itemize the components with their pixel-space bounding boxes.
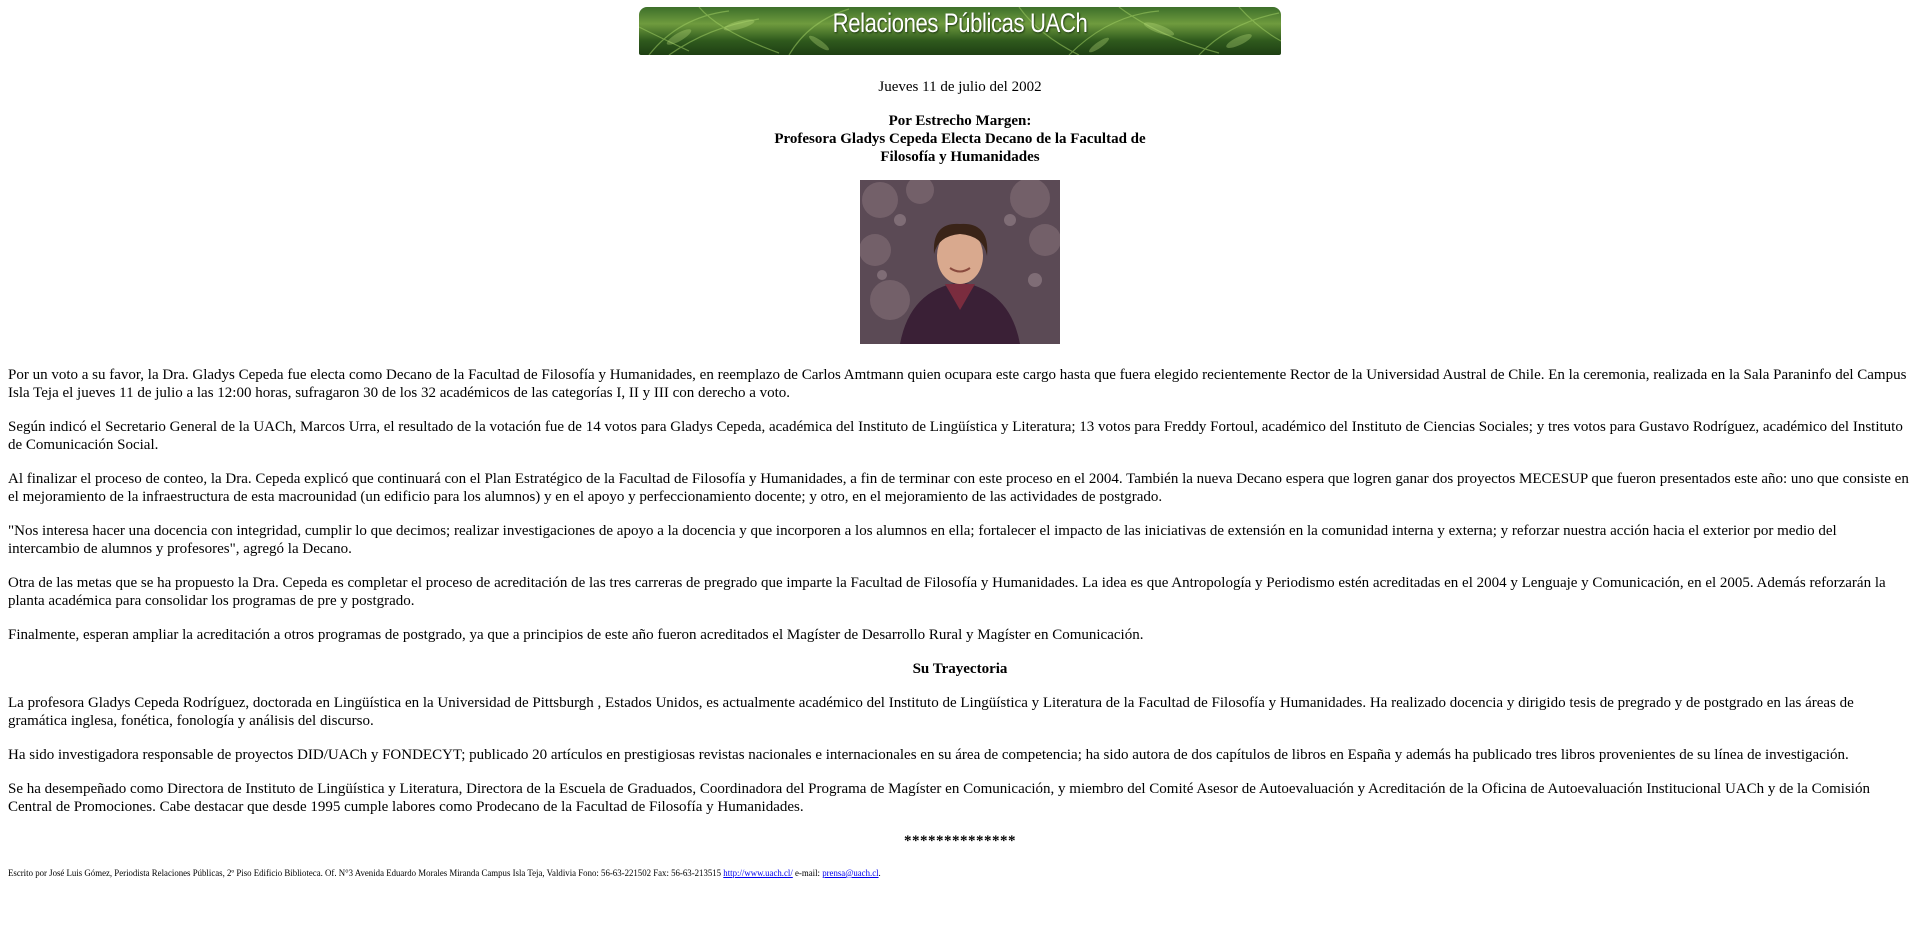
separator: **************	[904, 833, 1016, 849]
footer-credits	[8, 868, 1874, 879]
headline-title-line-1: Profesora Gladys Cepeda Electa Decano de la Facultad de	[774, 131, 1146, 147]
bio-paragraph: Se ha desempeñado como Directora de Instituto de Lingüística y Literatura, Directora de la Escuela de Graduados, Coordinadora del Programa de Magíster en Comunicación, y miembro del Comité Asesor de Autoevaluación y Acreditación de la Oficina de Autoevaluación Institucional UACh y de la Comisión Central de Promociones. Cabe destacar que desde 1995 cumple labores como Prodecano de la Facultad de Filosofía y Humanidades.	[8, 781, 1870, 815]
footer-text: Escrito por José Luis Gómez, Periodista Relaciones Públicas, 2º Piso Edificio Biblioteca. Of. N°3 Avenida Eduardo Morales Miranda Campus Isla Teja, Valdivia Fono: 56-63-221502 Fax: 56-63-213515	[8, 868, 722, 878]
email-label: e-mail:	[792, 868, 820, 878]
article-paragraph: Según indicó el Secretario General de la UACh, Marcos Urra, el resultado de la votación fue de 14 votos para Gladys Cepeda, académica del Instituto de Lingüística y Literatura; 13 votos para Freddy Fortoul, académico del Instituto de Ciencias Sociales; y tres votos para Gustavo Rodríguez, académico del Instituto de Comunicación Social.	[8, 419, 1903, 453]
headline-kicker: Por Estrecho Margen:	[888, 113, 1032, 129]
article-body	[8, 366, 1912, 879]
banner-container	[8, 7, 1912, 60]
photo-container	[8, 180, 1912, 349]
website-link[interactable]: http://www.uach.cl/	[723, 868, 793, 878]
banner-title: Relaciones Públicas UACh	[832, 8, 1088, 38]
bio-paragraph: Ha sido investigadora responsable de proyectos DID/UACh y FONDECYT; publicado 20 artículos en prestigiosas revistas nacionales e internacionales en su área de competencia; ha sido autora de dos capítulos de libros en España y además ha publicado tres libros provenientes de su línea de investigación.	[8, 747, 1849, 763]
email-link[interactable]: prensa@uach.cl	[822, 868, 879, 878]
article-paragraph: Otra de las metas que se ha propuesto la Dra. Cepeda es completar el proceso de acreditación de las tres carreras de pregrado que imparte la Facultad de Filosofía y Humanidades. La idea es que Antropología y Periodismo estén acreditadas en el 2004 y Lenguaje y Comunicación, en el 2005. Además reforzarán la planta académica para consolidar los programas de pre y postgrado.	[8, 575, 1886, 609]
headline	[8, 112, 1912, 166]
footer-end: .	[878, 868, 881, 878]
article-date: Jueves 11 de julio del 2002	[878, 79, 1042, 95]
article-paragraph: Por un voto a su favor, la Dra. Gladys Cepeda fue electa como Decano de la Facultad de Filosofía y Humanidades, en reemplazo de Carlos Amtmann quien ocupara este cargo hasta que fuera elegido recientemente Rector de la Universidad Austral de Chile. En la ceremonia, realizada en la Sala Paraninfo del Campus Isla Teja el jueves 11 de julio a las 12:00 horas, sufragaron 30 de los 32 académicos de las categorías I, II y III con derecho a voto.	[8, 367, 1907, 401]
article-paragraph: Finalmente, esperan ampliar la acreditación a otros programas de postgrado, ya que a principios de este año fueron acreditados el Magíster de Desarrollo Rural y Magíster en Comunicación.	[8, 627, 1144, 643]
section-heading: Su Trayectoria	[912, 661, 1008, 677]
banner	[639, 7, 1281, 55]
headline-title-line-2: Filosofía y Humanidades	[880, 149, 1040, 165]
portrait-photo	[860, 180, 1060, 344]
article-paragraph: Al finalizar el proceso de conteo, la Dra. Cepeda explicó que continuará con el Plan Estratégico de la Facultad de Filosofía y Humanidades, a fin de terminar con este proceso en el 2004. También la nueva Decano espera que logren ganar dos proyectos MECESUP que fueron presentados este año: uno que consiste en el mejoramiento de la infraestructura de esta macrounidad (un edificio para los alumnos) y en el apoyo y perfeccionamiento docente; y otro, en el mejoramiento de las actividades de postgrado.	[8, 471, 1909, 505]
bio-paragraph: La profesora Gladys Cepeda Rodríguez, doctorada en Lingüística en la Universidad de Pittsburgh , Estados Unidos, es actualmente académico del Instituto de Lingüística y Literatura de la Facultad de Filosofía y Humanidades. Ha realizado docencia y dirigido tesis de pregrado y de postgrado en las áreas de gramática inglesa, fonética, fonología y análisis del discurso.	[8, 695, 1854, 729]
article-paragraph: "Nos interesa hacer una docencia con integridad, cumplir lo que decimos; realizar investigaciones de apoyo a la docencia y que incorporen a los alumnos en ella; fortalecer el impacto de las iniciativas de extensión en la comunidad interna y externa; y reforzar nuestra acción hacia el exterior por medio del intercambio de alumnos y profesores", agregó la Decano.	[8, 523, 1837, 557]
